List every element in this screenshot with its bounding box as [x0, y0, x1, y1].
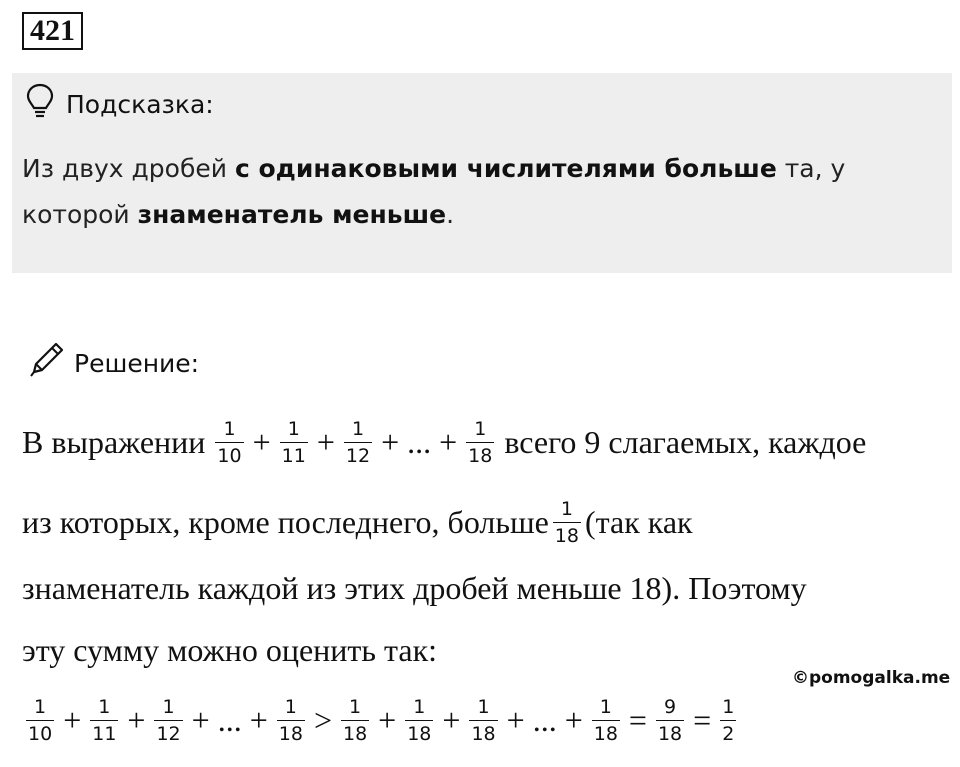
- numerator: 1: [722, 695, 735, 718]
- solution-line-3: знаменатель каждой из этих дробей меньше 18). Поэтому: [22, 569, 807, 606]
- fraction: [90, 696, 118, 745]
- line1-expression: [211, 418, 498, 467]
- operator: + ... +: [381, 423, 458, 460]
- operator: =: [628, 701, 647, 738]
- hint-text-part: Из двух дробей: [22, 154, 235, 183]
- hint-text-bold: знаменатель меньше: [137, 200, 447, 229]
- numerator: 1: [34, 695, 47, 718]
- hint-text: [22, 146, 922, 238]
- operator: +: [378, 701, 397, 738]
- fraction: [656, 696, 684, 745]
- solution-line-4: эту сумму можно оценить так:: [22, 631, 438, 668]
- hint-title: Подсказка:: [66, 89, 214, 119]
- solution-header: [26, 340, 199, 386]
- fraction: [553, 498, 581, 547]
- denominator: 12: [344, 442, 372, 467]
- lightbulb-icon: [24, 82, 56, 126]
- task-number: 421: [22, 12, 83, 50]
- operator: +: [252, 423, 271, 460]
- line2-suffix: (так как: [584, 503, 693, 540]
- denominator: 18: [656, 720, 684, 745]
- hint-header: [24, 82, 214, 126]
- operator: +: [63, 701, 82, 738]
- numerator: 1: [349, 695, 362, 718]
- operator: >: [313, 701, 332, 738]
- hint-text-part: та, у которой: [22, 154, 846, 229]
- operator: + ... +: [506, 701, 583, 738]
- denominator: 11: [280, 442, 308, 467]
- numerator: 1: [351, 417, 365, 440]
- line1-prefix: В выражении: [22, 423, 206, 460]
- line2-prefix: из которых, кроме последнего, больше: [22, 503, 549, 540]
- numerator: 1: [223, 417, 236, 440]
- watermark: ©pomogalka.me: [792, 668, 951, 688]
- fraction: [466, 418, 494, 467]
- denominator: 10: [26, 720, 54, 745]
- denominator: 12: [154, 720, 182, 745]
- operator: +: [442, 701, 461, 738]
- numerator: 9: [664, 695, 677, 718]
- denominator: 18: [553, 522, 581, 547]
- fraction: [280, 418, 308, 467]
- denominator: 18: [469, 720, 497, 745]
- denominator: 18: [592, 720, 620, 745]
- fraction: [344, 418, 372, 467]
- numerator: 1: [284, 695, 297, 718]
- fraction: [277, 696, 305, 745]
- denominator: 18: [341, 720, 369, 745]
- fraction: [215, 418, 243, 467]
- pencil-icon: [26, 340, 66, 386]
- fraction: [469, 696, 497, 745]
- numerator: 1: [98, 695, 111, 718]
- denominator: 10: [215, 442, 243, 467]
- denominator: 18: [405, 720, 433, 745]
- fraction: [341, 696, 369, 745]
- denominator: 18: [277, 720, 305, 745]
- fraction: [592, 696, 620, 745]
- fraction: [26, 696, 54, 745]
- operator: =: [693, 701, 712, 738]
- denominator: 11: [90, 720, 118, 745]
- denominator: 18: [466, 442, 494, 467]
- line1-suffix: всего 9 слагаемых, каждое: [504, 423, 867, 460]
- denominator: 2: [720, 720, 736, 745]
- operator: + ... +: [191, 701, 268, 738]
- numerator: 1: [560, 497, 573, 520]
- solution-formula: [22, 690, 740, 750]
- numerator: 1: [413, 695, 426, 718]
- numerator: 1: [162, 695, 175, 718]
- fraction: [405, 696, 433, 745]
- solution-line-2: [22, 492, 693, 552]
- solution-title: Решение:: [74, 348, 200, 378]
- fraction: [720, 696, 736, 745]
- hint-text-part: .: [446, 200, 455, 229]
- operator: +: [127, 701, 146, 738]
- hint-text-bold: с одинаковыми числителями больше: [234, 154, 777, 183]
- numerator: 1: [287, 417, 300, 440]
- operator: +: [316, 423, 335, 460]
- numerator: 1: [477, 695, 490, 718]
- numerator: 1: [474, 417, 487, 440]
- solution-line-1: [22, 412, 866, 472]
- numerator: 1: [599, 695, 612, 718]
- fraction: [154, 696, 182, 745]
